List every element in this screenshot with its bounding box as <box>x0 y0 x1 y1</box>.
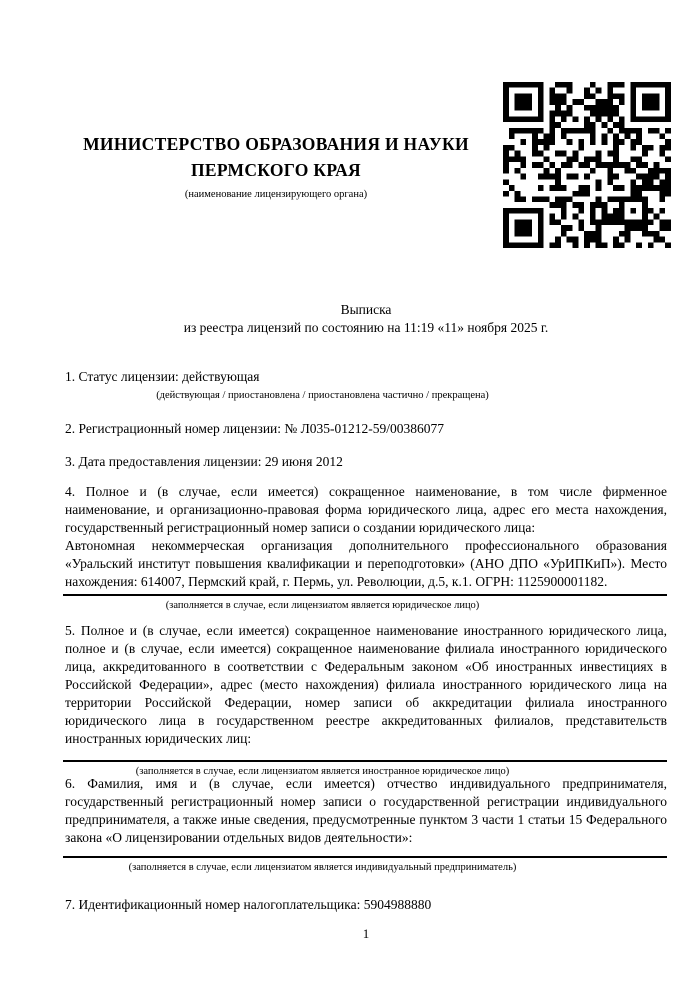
item-1-note: (действующая / приостановлена / приостановлена частично / прекращена) <box>156 390 489 401</box>
item-2-registration-number <box>65 420 667 438</box>
item-6-question: 6. Фамилия, имя и (в случае, если имеется) отчество индивидуального предпринимателя, государственный регистрационный номер записи о государственной регистрации индивидуального предпринимателя, а также иные сведения, предусмотренные пунктом 3 части 1 статьи 15 Федерального закона «О лицензировании отдельных видов деятельности»: <box>65 776 667 845</box>
item-2-text: 2. Регистрационный номер лицензии: № Л035-01212-59/00386077 <box>65 421 445 436</box>
item-4-question: 4. Полное и (в случае, если имеется) сокращенное наименование, в том числе фирменное наименование, и организационно-правовая форма юридического лица, адрес его места нахождения, государственный регистрационный номер записи о создании юридического лица: <box>65 484 667 535</box>
item-3-text: 3. Дата предоставления лицензии: 29 июня 2012 <box>65 454 343 469</box>
qr-code-image <box>503 82 671 248</box>
item-6-individual-entrepreneur <box>65 775 667 874</box>
document-title-line1: Выписка <box>340 302 392 317</box>
licensing-authority-header <box>65 131 487 201</box>
item-1-license-status <box>65 368 667 402</box>
item-4-answer: Автономная некоммерческая организация дополнительного профессионального образования «Уральский институт повышения квалификации и переподготовки» (АНО ДПО «УрИПКиП»). Место нахождения: 614007, Пермский край, г. Пермь, ул. Революции, д.5, к.1. ОГРН: 1125900001182. <box>65 538 667 589</box>
item-5-fill-line <box>63 760 667 762</box>
item-4-note: (заполняется в случае, если лицензиатом является юридическое лицо) <box>165 600 480 611</box>
item-4-fill-line <box>63 594 667 596</box>
qr-code <box>503 82 671 248</box>
document-title <box>65 301 667 336</box>
document-title-line2: из реестра лицензий по состоянию на 11:19 «11» ноября 2025 г. <box>183 319 549 335</box>
item-6-note: (заполняется в случае, если лицензиатом является индивидуальный предприниматель) <box>128 862 517 873</box>
item-5-note: (заполняется в случае, если лицензиатом является иностранное юридическое лицо) <box>135 766 510 777</box>
ministry-name-line2: ПЕРМСКОГО КРАЯ <box>191 160 361 180</box>
ministry-name-line1: МИНИСТЕРСТВО ОБРАЗОВАНИЯ И НАУКИ <box>83 134 469 154</box>
item-5-foreign-entity <box>65 622 667 778</box>
item-1-text: 1. Статус лицензии: действующая <box>65 369 260 384</box>
licensing-authority-caption: (наименование лицензирующего органа) <box>184 189 368 200</box>
item-4-legal-entity <box>65 483 667 612</box>
item-7-taxpayer-id <box>65 896 667 914</box>
page-number: 1 <box>362 926 370 941</box>
item-6-fill-line <box>63 856 667 858</box>
item-5-question: 5. Полное и (в случае, если имеется) сокращенное наименование иностранного юридического лица, полное и (в случае, если имеется) сокращенное наименование филиала иностранного юридического лица, аккредитованного в соответствии с Федеральным законом «Об иностранных инвестициях в Российской Федерации», адрес (место нахождения) филиала иностранного юридического лица на территории Российской Федерации, номер записи об аккредитации филиала иностранного юридического лица в государственном реестре аккредитованных филиалов, представительств иностранных юридических лиц: <box>65 623 667 746</box>
item-7-text: 7. Идентификационный номер налогоплательщика: 5904988880 <box>65 897 432 912</box>
item-3-license-date <box>65 453 667 471</box>
